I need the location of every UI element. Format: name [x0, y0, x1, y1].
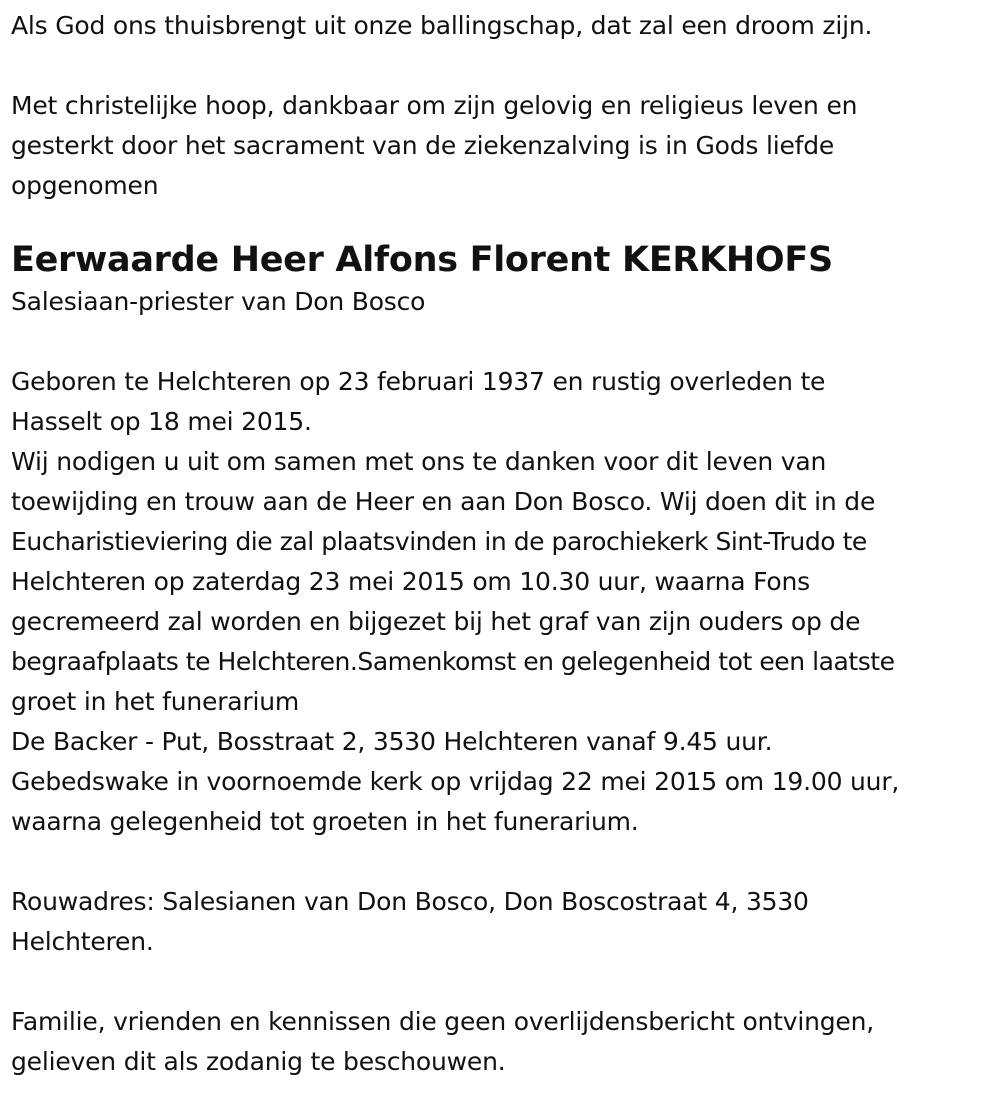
opening-quote: Als God ons thuisbrengt uit onze ballingschap, dat zal een droom zijn.	[11, 11, 873, 40]
intro-line: gesterkt door het sacrament van de ziekenzalving is in Gods liefde	[11, 131, 835, 160]
body-line: begraafplaats te Helchteren.Samenkomst en gelegenheid tot een laatste	[11, 647, 895, 676]
spacer	[11, 322, 996, 362]
spacer	[11, 46, 996, 86]
intro-line: Met christelijke hoop, dankbaar om zijn gelovig en religieus leven en	[11, 91, 858, 120]
spacer	[11, 842, 996, 882]
body-line: Gebedswake in voornoemde kerk op vrijdag 22 mei 2015 om 19.00 uur,	[11, 767, 900, 796]
body-line: groet in het funerarium	[11, 687, 300, 716]
body-line: waarna gelegenheid tot groeten in het funerarium.	[11, 807, 639, 836]
spacer	[11, 206, 996, 238]
obituary-document	[11, 6, 996, 1082]
body-line: Wij nodigen u uit om samen met ons te danken voor dit leven van	[11, 447, 827, 476]
closing-line: Familie, vrienden en kennissen die geen overlijdensbericht ontvingen,	[11, 1007, 875, 1036]
spacer	[11, 962, 996, 1002]
deceased-name: Eerwaarde Heer Alfons Florent KERKHOFS	[11, 240, 833, 280]
body-line: Helchteren op zaterdag 23 mei 2015 om 10.30 uur, waarna Fons	[11, 567, 810, 596]
body-line: Geboren te Helchteren op 23 februari 1937 en rustig overleden te	[11, 367, 826, 396]
body-line: De Backer - Put, Bosstraat 2, 3530 Helchteren vanaf 9.45 uur.	[11, 727, 773, 756]
body-paragraph	[11, 362, 996, 842]
body-line: gecremeerd zal worden en bijgezet bij het graf van zijn ouders op de	[11, 607, 861, 636]
address-paragraph	[11, 882, 996, 962]
address-line: Helchteren.	[11, 927, 154, 956]
closing-paragraph	[11, 1002, 996, 1082]
intro-paragraph	[11, 86, 996, 206]
address-line: Rouwadres: Salesianen van Don Bosco, Don Boscostraat 4, 3530	[11, 887, 809, 916]
closing-line: gelieven dit als zodanig te beschouwen.	[11, 1047, 506, 1076]
body-line: toewijding en trouw aan de Heer en aan Don Bosco. Wij doen dit in de	[11, 487, 876, 516]
body-line: Hasselt op 18 mei 2015.	[11, 407, 312, 436]
deceased-subtitle: Salesiaan-priester van Don Bosco	[11, 287, 426, 316]
intro-line: opgenomen	[11, 171, 159, 200]
body-line: Eucharistieviering die zal plaatsvinden in de parochiekerk Sint-Trudo te	[11, 527, 867, 556]
